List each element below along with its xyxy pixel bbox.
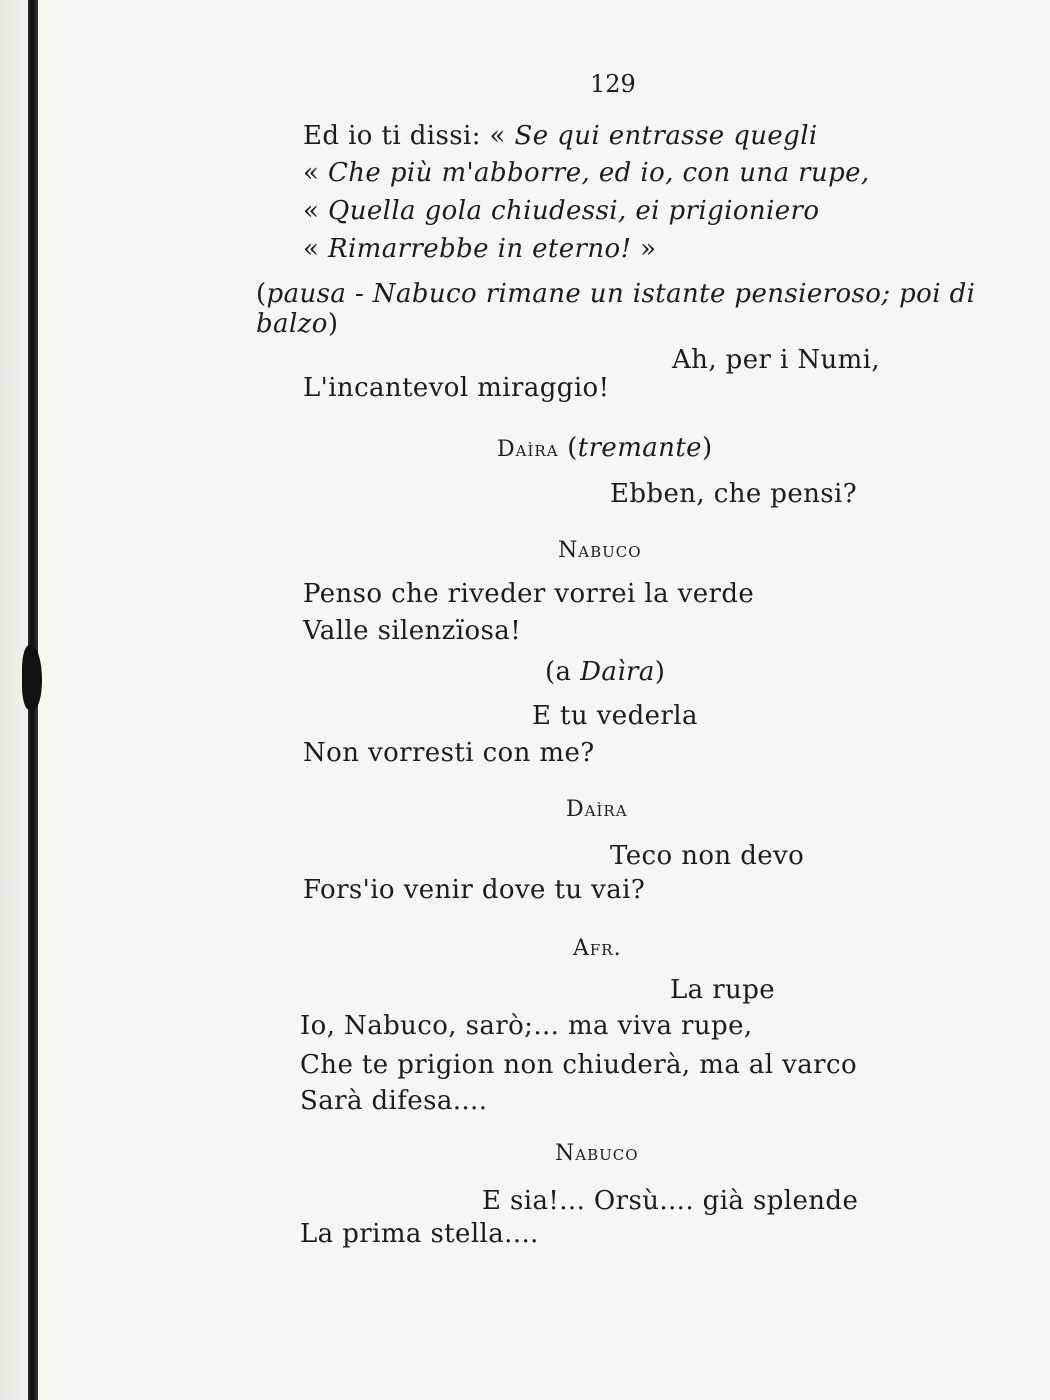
verse-line: Valle silenzïosa! (303, 616, 522, 646)
verse-line: La prima stella.... (300, 1219, 539, 1249)
verse-line: Ed io ti dissi: « Se qui entrasse quegli (303, 121, 818, 151)
verse-line: Ebben, che pensi? (610, 479, 858, 509)
verse-line: Sarà difesa.... (300, 1086, 488, 1116)
verse-line: Io, Nabuco, sarò;... ma viva rupe, (300, 1011, 753, 1041)
verse-line: « Quella gola chiudessi, ei prigioniero (303, 196, 820, 226)
stage-direction: (a Daìra) (545, 657, 666, 687)
verse-line: Che te prigion non chiuderà, ma al varco (300, 1050, 857, 1080)
stage-direction: balzo) (256, 309, 339, 339)
speaker-heading: Afr. (573, 936, 622, 961)
verse-line: « Rimarrebbe in eterno! » (303, 234, 657, 264)
verse-line: L'incantevol miraggio! (303, 373, 610, 403)
page-number: 129 (590, 70, 636, 98)
verse-line: « Che più m'abborre, ed io, con una rupe, (303, 158, 870, 188)
speaker-heading: Daìra (tremante) (497, 433, 713, 463)
verse-line: Teco non devo (610, 841, 805, 871)
verse-line: Non vorresti con me? (303, 738, 595, 768)
speaker-heading: Nabuco (555, 1141, 639, 1166)
verse-line: E sia!... Orsù.... già splende (482, 1186, 859, 1216)
ink-blot (22, 645, 42, 710)
speaker-heading: Nabuco (558, 538, 642, 563)
speaker-heading: Daìra (566, 797, 628, 822)
verse-line: E tu vederla (532, 701, 698, 731)
verse-line: Penso che riveder vorrei la verde (303, 579, 755, 609)
verse-line: Fors'io venir dove tu vai? (303, 875, 646, 905)
stage-direction: (pausa - Nabuco rimane un istante pensieroso; poi di (256, 279, 976, 309)
verse-line: Ah, per i Numi, (672, 345, 881, 375)
verse-line: La rupe (670, 975, 776, 1005)
